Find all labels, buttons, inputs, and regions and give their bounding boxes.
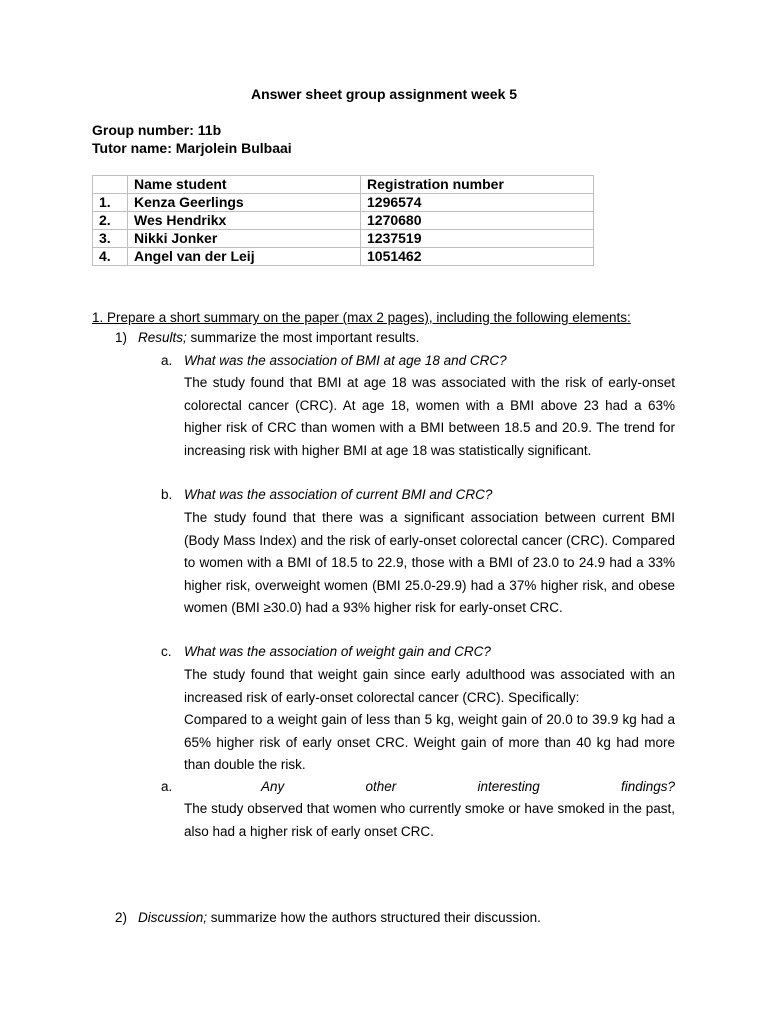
row-number: 4. bbox=[93, 248, 128, 266]
sub-a-answer: The study found that BMI at age 18 was associated with the risk of early-onset colorectal cancer (CRC). At age 18, women with a BMI above 23 had a 63% higher risk of CRC than women with a BMI between 18.5 and 20.9. The trend for increasing risk with higher BMI at age 18 was statistically significant. bbox=[184, 375, 675, 458]
registration-number: 1270680 bbox=[361, 212, 594, 230]
student-name: Wes Hendrikx bbox=[128, 212, 361, 230]
sub-c-letter: c. bbox=[161, 644, 172, 659]
sub-c-answer-2: Compared to a weight gain of less than 5 kg, weight gain of 20.0 to 39.9 kg had a 65% higher risk of early onset CRC. Weight gain of more than 40 kg had more than double the risk. bbox=[184, 712, 675, 773]
discussion-heading bbox=[138, 910, 541, 925]
sub-b-answer: The study found that there was a significant association between current BMI (Body Mass Index) and the risk of early-onset colorectal cancer (CRC). Compared to women with a BMI of 18.5 to 22.9, those with a BMI of 23.0 to 24.9 had a 33% higher risk, overweight women (BMI 25.0-29.9) had a 37% higher risk, and obese women (BMI ≥30.0) had a 93% higher risk for early-onset CRC. bbox=[184, 510, 675, 616]
discussion-label: Discussion; bbox=[138, 910, 208, 925]
tutor-name: Tutor name: Marjolein Bulbaai bbox=[92, 140, 292, 156]
registration-number: 1296574 bbox=[361, 194, 594, 212]
table-header-cell: Registration number bbox=[361, 176, 594, 194]
registration-number: 1051462 bbox=[361, 248, 594, 266]
student-name: Kenza Geerlings bbox=[128, 194, 361, 212]
question-1-heading: 1. Prepare a short summary on the paper (max 2 pages), including the following elements: bbox=[92, 310, 631, 325]
table-row bbox=[93, 230, 594, 248]
student-name: Nikki Jonker bbox=[128, 230, 361, 248]
row-number: 1. bbox=[93, 194, 128, 212]
registration-number: 1237519 bbox=[361, 230, 594, 248]
table-header-row bbox=[93, 176, 594, 194]
table-header-cell bbox=[93, 176, 128, 194]
sub-b-letter: b. bbox=[161, 487, 173, 502]
sub-d-answer: The study observed that women who currently smoke or have smoked in the past, also had a higher risk of early onset CRC. bbox=[184, 801, 675, 839]
sub-a-question: What was the association of BMI at age 18 and CRC? bbox=[184, 353, 507, 368]
document-title: Answer sheet group assignment week 5 bbox=[250, 86, 518, 102]
sub-c-question: What was the association of weight gain and CRC? bbox=[184, 644, 491, 659]
sub-d-question: Any other interesting findings? bbox=[261, 779, 675, 794]
group-number: Group number: 11b bbox=[92, 122, 222, 138]
table-row bbox=[93, 212, 594, 230]
results-description: summarize the most important results. bbox=[186, 330, 420, 345]
table-row bbox=[93, 194, 594, 212]
row-number: 3. bbox=[93, 230, 128, 248]
sub-b-question: What was the association of current BMI and CRC? bbox=[184, 487, 493, 502]
results-number: 1) bbox=[115, 330, 128, 345]
table-header-cell: Name student bbox=[128, 176, 361, 194]
students-table bbox=[92, 175, 594, 266]
discussion-description: summarize how the authors structured their discussion. bbox=[207, 910, 541, 925]
discussion-number: 2) bbox=[115, 910, 128, 925]
sub-a-letter: a. bbox=[161, 353, 173, 368]
table-row bbox=[93, 248, 594, 266]
row-number: 2. bbox=[93, 212, 128, 230]
results-heading bbox=[138, 330, 419, 345]
sub-d-letter: a. bbox=[161, 779, 173, 794]
results-label: Results; bbox=[138, 330, 187, 345]
student-name: Angel van der Leij bbox=[128, 248, 361, 266]
sub-c-answer-1: The study found that weight gain since early adulthood was associated with an increased risk of early-onset colorectal cancer (CRC). Specifically: bbox=[184, 667, 675, 705]
